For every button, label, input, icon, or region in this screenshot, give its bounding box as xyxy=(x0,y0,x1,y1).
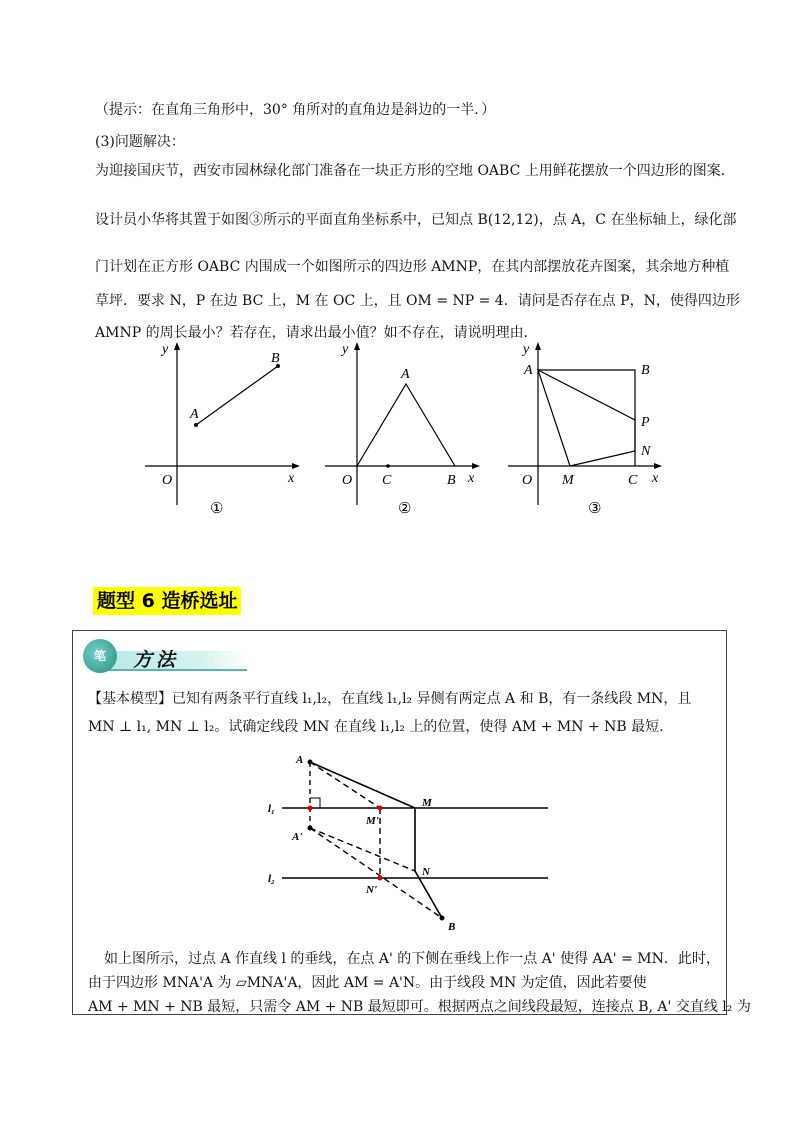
fig3-point-b: B xyxy=(641,363,650,378)
section-heading: 题型 6 造桥选址 xyxy=(93,587,241,615)
problem-line-5: AMNP 的周长最小？若存在，请求出最小值？如不存在，请说明理由． xyxy=(95,325,538,341)
figure-1 xyxy=(140,340,310,520)
hint-line: （提示：在直角三角形中，30° 角所对的直角边是斜边的一半．） xyxy=(95,102,496,118)
fig3-caption: ③ xyxy=(588,501,602,517)
problem-line-2: 设计员小华将其置于如图③所示的平面直角坐标系中，已知点 B(12,12)，点 A，C 在坐标轴上，绿化部 xyxy=(95,212,737,228)
figure-2 xyxy=(320,340,490,520)
fig1-origin-label: O xyxy=(162,473,173,488)
diagram-point-m: M xyxy=(422,797,432,809)
pen-icon: 笔 xyxy=(83,639,117,673)
diagram-point-n-prime: N' xyxy=(366,884,377,896)
diagram-line-l2: l₂ xyxy=(268,873,275,885)
diagram-point-n: N xyxy=(422,866,430,878)
method-line-4: 由于四边形 MNA'A 为 ▱MNA'A，因此 AM = A'N。由于线段 MN 为定值，因此若要使 xyxy=(88,975,647,991)
fig1-point-a: A xyxy=(190,407,199,422)
fig3-point-m: M xyxy=(562,473,574,488)
bridge-diagram xyxy=(262,748,562,933)
fig2-caption: ② xyxy=(398,501,412,517)
problem-line-1: 为迎接国庆节，西安市园林绿化部门准备在一块正方形的空地 OABC 上用鲜花摆放一个四边形的图案． xyxy=(95,163,735,179)
diagram-line-l1: l₁ xyxy=(268,803,275,815)
fig3-x-label: x xyxy=(652,471,659,486)
fig3-point-c: C xyxy=(628,473,638,488)
problem-line-4: 草坪．要求 N，P 在边 BC 上，M 在 OC 上，且 OM = NP = 4．请问是否存在点 P，N，使得四边形 xyxy=(95,293,740,309)
fig1-point-b: B xyxy=(271,351,280,366)
method-line-1: 【基本模型】已知有两条平行直线 l₁,l₂，在直线 l₁,l₂ 异侧有两定点 A 和 B，有一条线段 MN，且 xyxy=(88,691,692,707)
fig1-y-label: y xyxy=(162,342,169,357)
fig3-point-n: N xyxy=(641,444,651,459)
method-line-2: MN ⊥ l₁, MN ⊥ l₂。试确定线段 MN 在直线 l₁,l₂ 上的位置，使得 AM + MN + NB 最短. xyxy=(88,719,664,735)
fig2-point-a: A xyxy=(401,367,410,382)
fig2-point-c: C xyxy=(382,473,392,488)
fig1-caption: ① xyxy=(210,501,224,517)
fig1-x-label: x xyxy=(288,471,295,486)
fig2-x-label: x xyxy=(468,471,475,486)
method-badge xyxy=(83,639,247,673)
figure-3 xyxy=(500,340,680,520)
method-line-5: AM + MN + NB 最短，只需令 AM + NB 最短即可。根据两点之间线段最短，连接点 B, A' 交直线 l₂ 为 xyxy=(88,999,751,1015)
fig2-point-b: B xyxy=(447,473,456,488)
fig3-point-a: A xyxy=(524,363,533,378)
fig2-y-label: y xyxy=(342,342,349,357)
fig3-origin-label: O xyxy=(522,473,533,488)
diagram-point-b: B xyxy=(448,921,456,933)
fig3-point-p: P xyxy=(641,415,650,430)
diagram-point-a: A xyxy=(296,754,304,766)
problem-line-3: 门计划在正方形 OABC 内围成一个如图所示的四边形 AMNP，在其内部摆放花卉图案，其余地方种植 xyxy=(95,259,730,275)
diagram-point-m-prime: M' xyxy=(366,815,379,827)
badge-label: 方法 xyxy=(133,649,180,671)
diagram-point-a-prime: A' xyxy=(292,831,303,843)
part3-title: (3)问题解决： xyxy=(95,134,185,150)
fig2-origin-label: O xyxy=(342,473,353,488)
method-line-3: 如上图所示，过点 A 作直线 l 的垂线，在点 A' 的下侧在垂线上作一点 A' 使得 AA' = MN．此时， xyxy=(104,951,720,967)
fig3-y-label: y xyxy=(523,342,530,357)
